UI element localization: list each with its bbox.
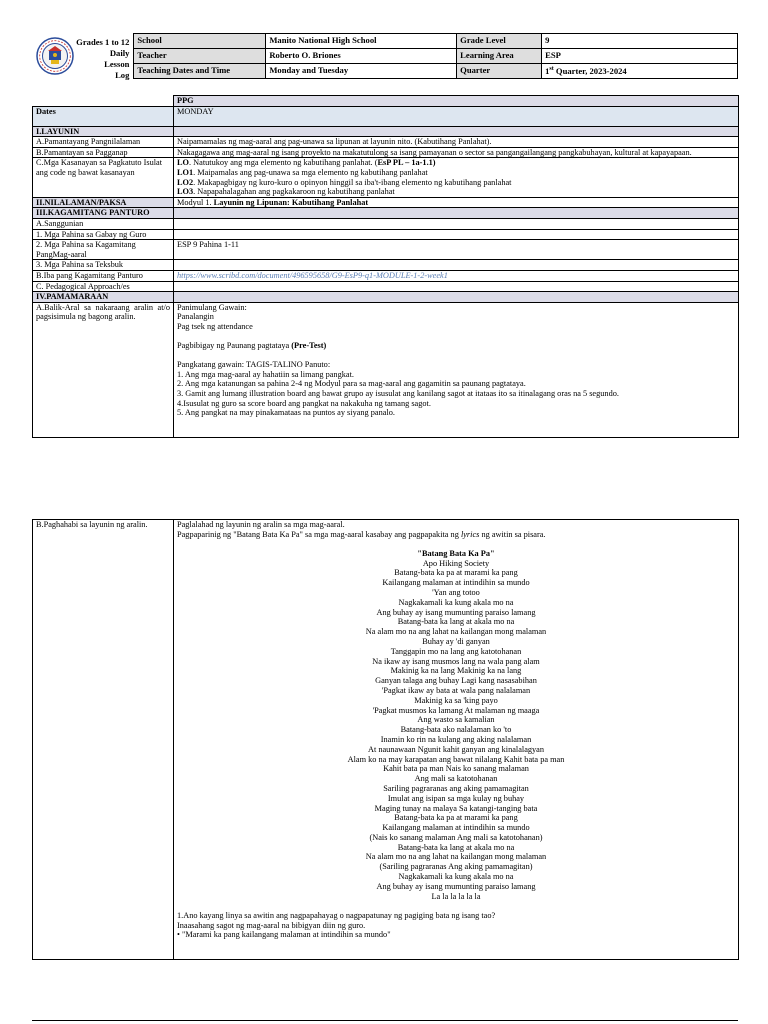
lyric-line: (Sariling pagraranas Ang aking pamamagitan) (379, 862, 533, 872)
lyric-line: Ang wasto sa kamalian (417, 715, 495, 725)
kagamitang-heading: III.KAGAMITANG PANTURO (33, 208, 174, 219)
pamantayan-pagganap-label: B.Pamantayan sa Pagganap (33, 147, 174, 158)
balik-aral-line: Panalangin (177, 312, 214, 322)
lyric-line: Batang-bata ka pa at marami ka pang (394, 568, 518, 578)
header-logo-cell (32, 34, 134, 79)
lyric-line: Na alam mo na ang lahat na kailangan mong malaman (365, 627, 547, 637)
lyric-line: Na ikaw ay isang musmos lang na wala pang alam (372, 656, 540, 666)
lo3: LO3. Napapahalagahan ang pagkakaroon ng kabutihang panlahat (177, 187, 395, 197)
dates-value: MONDAY (174, 106, 739, 126)
lyric-line: Ganyan talaga ang buhay Lagi kang nasasabihan (375, 676, 537, 686)
balik-aral-line: Panimulang Gawain: (177, 302, 247, 312)
nilalaman-value: Modyul 1. Layunin ng Lipunan: Kabutihang Panlahat (174, 197, 739, 208)
pamantayan-pagganap-value: Nakagagawa ang mag-aaral ng isang proyekto na makatutulong sa isang pamayanan o sector sa pangangailangang pangkabuhayan, kultural at kapayapaan. (174, 147, 739, 158)
lyric-line: Inamin ko rin na kulang ang aking nalalaman (380, 734, 532, 744)
teacher-value: Roberto O. Briones (266, 49, 457, 64)
lyric-line: 'Yan ang totoo (432, 587, 480, 597)
kasanayan-label: C.Mga Kasanayan sa Pagkatuto Isulat ang code ng bawat kasanayan (33, 158, 174, 197)
balik-aral-line: 1. Ang mga mag-aaral ay hahatiin sa limang pangkat. (177, 369, 354, 379)
lyric-line: Ang buhay ay isang mumunting paraiso lamang (376, 607, 536, 617)
header-table (32, 33, 738, 79)
sanggunian-label: A.Sanggunian (33, 218, 174, 229)
lo1: LO1. Maipamalas ang pag-unawa sa mga elemento ng kabutihang panlahat (177, 167, 428, 177)
balik-aral-line: 4.Isusulat ng guro sa score board ang pangkat na nakakuha ng tamang sagot. (177, 398, 431, 408)
intro-line-1: Paglalahad ng layunin ng aralin sa mga mag-aaral. (177, 520, 345, 529)
dates-label: Dates (33, 106, 174, 126)
lyric-line: Sariling pagraranas ang aking pamamagitan (383, 783, 529, 793)
lyric-line: Makinig ka sa 'king payo (414, 695, 498, 705)
kagamitang-mag-aaral-value: ESP 9 Pahina 1-11 (174, 240, 739, 260)
page-bottom-rule (32, 1020, 738, 1021)
balik-aral-content (174, 302, 739, 437)
lyric-line: Batang-bata ka pa at marami ka pang (394, 813, 518, 823)
lyric-line: (Nais ko sanang malaman Ang mali sa katotohanan) (369, 832, 543, 842)
answer-bullet-1: • "Marami ka pang kailangang malaman at intindihin sa mundo" (177, 930, 391, 940)
grades-label: Grades 1 to 12 (76, 36, 130, 47)
lo-main: LO. Natutukoy ang mga elemento ng kabutihang panlahat. (EsP PL – 1a-1.1) (177, 158, 436, 168)
teaching-dates-value: Monday and Tuesday (266, 64, 457, 79)
pamantayang-pangnilalaman-value: Naipamamalas ng mag-aaral ang pag-unawa sa lipunan at layunin nito. (Kabutihang Panlahat). (174, 137, 739, 148)
lyric-line: 'Pagkat musmos ka lamang At malaman ng maaga (372, 705, 540, 715)
question-1: 1.Ano kayang linya sa awitin ang nagpapahayag o nagpapatunay ng pagiging bata ng isang tao? (177, 911, 496, 921)
lyric-line: Ang buhay ay isang mumunting paraiso lamang (376, 881, 536, 891)
song-title: "Batang Bata Ka Pa" (417, 548, 495, 558)
question-1-note: Inaasahang sagot ng mag-aaral na bibigyan diin ng guro. (177, 920, 366, 930)
balik-aral-label: A.Balik-Aral sa nakaraang aralin at/o pagsisimula ng bagong aralin. (33, 302, 174, 437)
gabay-label: 1. Mga Pahina sa Gabay ng Guro (33, 229, 174, 240)
intro-line-2: Pagpaparinig ng "Batang Bata Ka Pa" sa mga mag-aaral kasabay ang pagpapakita ng lyrics ng awitin sa pisara. (177, 529, 546, 539)
lesson-log-table (32, 95, 739, 438)
balik-aral-line: 2. Ang mga katanungan sa pahina 2-4 ng Modyul para sa mag-aaral ang gagamitin sa paunang pagtataya. (177, 379, 526, 389)
kagamitang-mag-aaral-label: 2. Mga Pahina sa Kagamitang PangMag-aaral (33, 240, 174, 260)
lyric-line: La la la la la la (431, 891, 481, 901)
dll-daily-label: Daily (109, 47, 130, 58)
lyric-line: Alam ko na may karapatan ang bawat nilalang Kahit bata pa man (347, 754, 565, 764)
lyric-line: Kahit bata pa man Nais ko sanang malaman (383, 764, 529, 774)
scribd-link[interactable]: https://www.scribd.com/document/496595658/G9-EsP9-q1-MODULE-1-2-week1 (177, 270, 448, 280)
learning-objectives (174, 158, 739, 197)
lyric-line: Imulat ang isipan sa mga kulay ng buhay (387, 793, 525, 803)
lyric-line: Batang-bata ako nalalaman ko 'to (400, 725, 512, 735)
teacher-label: Teacher (134, 49, 266, 64)
deped-seal-icon (36, 37, 74, 75)
balik-aral-line: Pag tsek ng attendance (177, 321, 253, 331)
lyric-line: Maging tunay na malaya Sa katangi-tanging bata (374, 803, 538, 813)
quarter-value: 1st Quarter, 2023-2024 (542, 64, 738, 79)
teksbuk-label: 3. Mga Pahina sa Teksbuk (33, 260, 174, 271)
teaching-dates-label: Teaching Dates and Time (134, 64, 266, 79)
learning-area-label: Learning Area (457, 49, 542, 64)
song-artist: Apo Hiking Society (422, 558, 490, 568)
lyric-line: Batang-bata ka lang at akala mo na (397, 617, 515, 627)
lyric-line: Kailangang malaman at intindihin sa mundo (382, 578, 530, 588)
grade-level-value: 9 (542, 34, 738, 49)
lyric-line: Batang-bata ka lang at akala mo na (397, 842, 515, 852)
balik-aral-line: 5. Ang pangkat na may pinakamataas na puntos ay siyang panalo. (177, 408, 395, 418)
school-label: School (134, 34, 266, 49)
lesson-log-table-page2 (32, 519, 739, 960)
lyric-line: Makinig ka na lang Makinig ka na lang (390, 666, 522, 676)
balik-aral-line: Pangkatang gawain: TAGIS-TALINO Panuto: (177, 360, 331, 370)
lyric-line: Na alam mo na ang lahat na kailangan mong malaman (365, 852, 547, 862)
lyric-line: Buhay ay 'di ganyan (422, 636, 490, 646)
balik-aral-line: 3. Gamit ang lumang illustration board ang bawat grupo ay isusulat ang kanilang sagot at itataas ito sa itinalagang oras na 5 segundo. (177, 389, 619, 399)
lyric-line: 'Pagkat ikaw ay bata at wala pang nalalaman (381, 685, 531, 695)
lyric-line: Nagkakamali ka kung akala mo na (398, 597, 514, 607)
pamamaraan-heading: IV.PAMAMARAAN (33, 292, 174, 303)
grade-level-label: Grade Level (457, 34, 542, 49)
lyric-line: Tanggapin mo na lang ang katotohanan (390, 646, 522, 656)
school-value: Manito National High School (266, 34, 457, 49)
quarter-label: Quarter (457, 64, 542, 79)
lyric-line: Kailangang malaman at intindihin sa mundo (382, 823, 530, 833)
pamantayang-pangnilalaman-label: A.Pamantayang Pangnilalaman (33, 137, 174, 148)
pretest-line: Pagbibigay ng Paunang pagtataya (Pre-Test) (177, 341, 327, 351)
dll-lesson-label: Lesson (104, 58, 130, 69)
iba-pang-label: B.Iba pang Kagamitang Panturo (33, 270, 174, 281)
pedagogical-label: C. Pedagogical Approach/es (33, 281, 174, 292)
lyric-line: Nagkakamali ka kung akala mo na (398, 872, 514, 882)
song-lyrics (177, 549, 735, 902)
paghahabi-label: B.Paghahabi sa layunin ng aralin. (33, 520, 174, 960)
nilalaman-heading: II.NILALAMAN/PAKSA (33, 197, 174, 208)
dll-log-label: Log (115, 69, 130, 80)
lo2: LO2. Makapagbigay ng kuro-kuro o opinyon hinggil sa iba't-ibang elemento ng kabutihang panlahat (177, 177, 512, 187)
lyric-line: Ang mali sa katotohanan (414, 774, 498, 784)
ppg-label: PPG (174, 96, 739, 107)
lyric-line: At naunawaan Ngunit kahit ganyan ang kinalalagyan (367, 744, 545, 754)
layunin-heading: I.LAYUNIN (33, 126, 174, 137)
learning-area-value: ESP (542, 49, 738, 64)
paghahabi-content (174, 520, 739, 960)
